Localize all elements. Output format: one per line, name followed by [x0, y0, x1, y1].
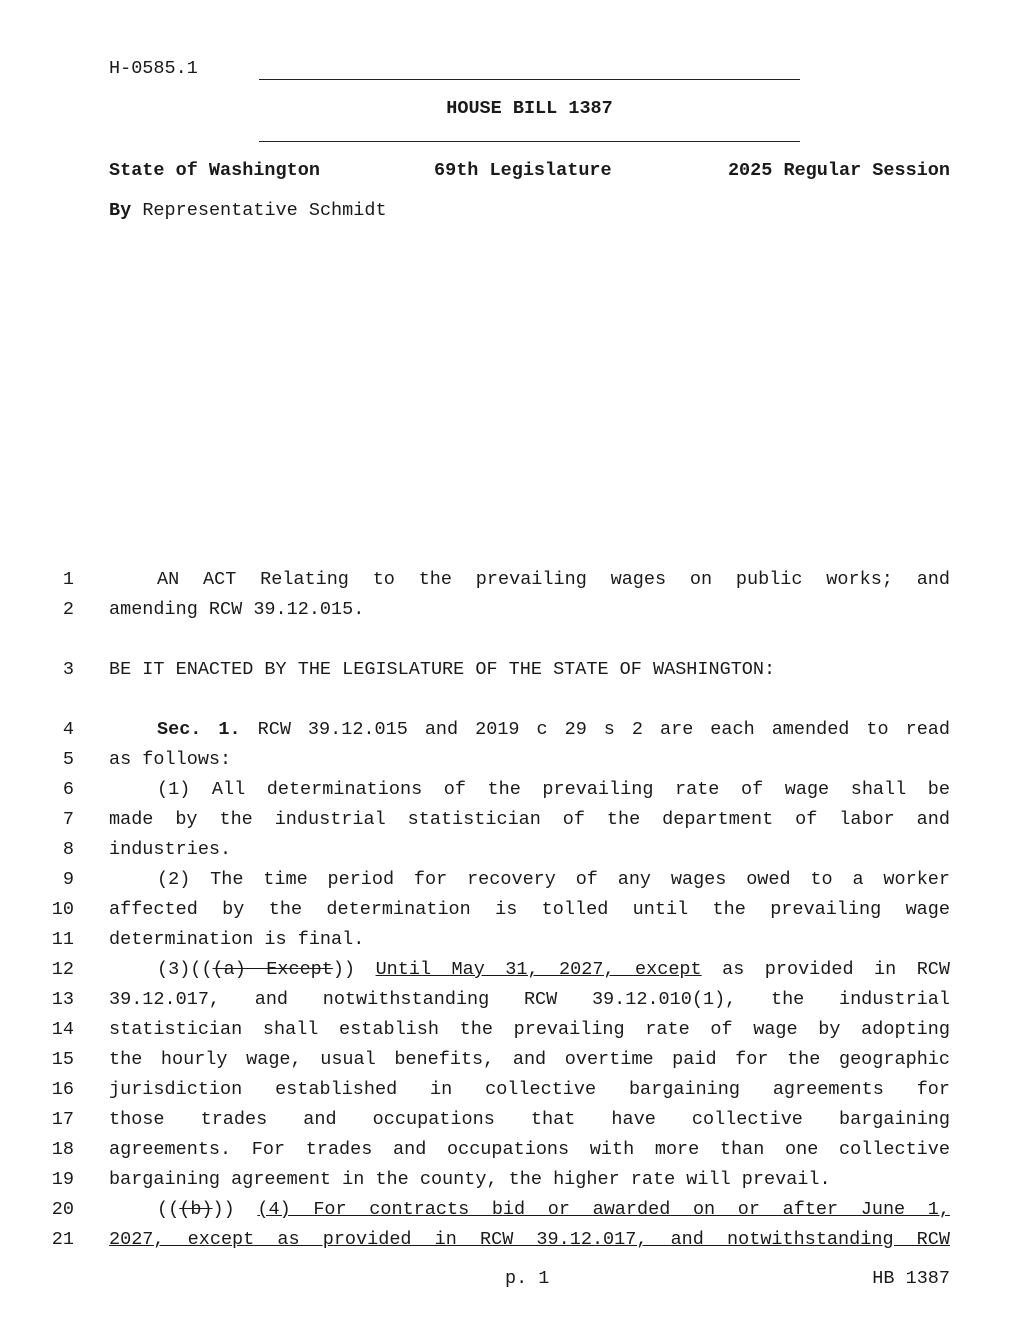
body-line: determination is final.	[109, 929, 365, 950]
line-number: 14	[51, 1019, 74, 1040]
line-number: 9	[62, 869, 74, 890]
line-number: 4	[62, 719, 74, 740]
body-line: made by the industrial statistician of the department of labor and	[109, 809, 950, 830]
body-line: jurisdiction established in collective bargaining agreements for	[109, 1079, 950, 1100]
line-number: 2	[62, 599, 74, 620]
line-number: 8	[62, 839, 74, 860]
title-rule-top	[259, 79, 800, 80]
line-number: 20	[51, 1199, 74, 1220]
line-number: 18	[51, 1139, 74, 1160]
body-line: (1) All determinations of the prevailing rate of wage shall be	[157, 779, 950, 800]
body-text: as provided in RCW	[722, 959, 950, 980]
page-number: p. 1	[505, 1268, 550, 1289]
line-number: 19	[51, 1169, 74, 1190]
line-number: 10	[51, 899, 74, 920]
line-number: 6	[62, 779, 74, 800]
line-number: 11	[51, 929, 74, 950]
line-number: 5	[62, 749, 74, 770]
line-number: 7	[62, 809, 74, 830]
body-line: statistician shall establish the prevailing rate of wage by adopting	[109, 1019, 950, 1040]
sponsor-name: Representative Schmidt	[142, 200, 387, 221]
body-line: 39.12.017, and notwithstanding RCW 39.12.010(1), the industrial	[109, 989, 950, 1010]
body-line: industries.	[109, 839, 232, 860]
by-label: By	[109, 200, 132, 221]
enacting-clause: BE IT ENACTED BY THE LEGISLATURE OF THE STATE OF WASHINGTON:	[109, 659, 776, 680]
line-number: 21	[51, 1229, 74, 1250]
struck-text: (b)	[179, 1199, 213, 1220]
struck-text: (a) Except	[212, 959, 333, 980]
document-id: H-0585.1	[109, 58, 198, 79]
body-line: bargaining agreement in the county, the higher rate will prevail.	[109, 1169, 831, 1190]
line-number: 13	[51, 989, 74, 1010]
amended-line	[109, 959, 950, 981]
bill-title: HOUSE BILL 1387	[446, 98, 613, 119]
body-line: those trades and occupations that have collective bargaining	[109, 1109, 950, 1130]
line-number: 17	[51, 1109, 74, 1130]
paren-close: ))	[212, 1199, 235, 1220]
bill-reference: HB 1387	[872, 1268, 950, 1289]
inserted-line: 2027, except as provided in RCW 39.12.017, and notwithstanding RCW	[109, 1229, 950, 1250]
section-heading-line	[109, 719, 950, 741]
legislature: 69th Legislature	[434, 160, 612, 181]
inserted-text: Until May 31, 2027, except	[375, 959, 702, 980]
body-line: as follows:	[109, 749, 232, 770]
paren-open: (3)((	[157, 959, 213, 980]
section-label: Sec. 1.	[157, 719, 241, 740]
line-number: 15	[51, 1049, 74, 1070]
amended-line	[109, 1199, 950, 1221]
paren-open: ((	[157, 1199, 180, 1220]
paren-close: ))	[332, 959, 356, 980]
line-number: 3	[62, 659, 74, 680]
body-line: AN ACT Relating to the prevailing wages on public works; and	[157, 569, 950, 590]
body-line: the hourly wage, usual benefits, and overtime paid for the geographic	[109, 1049, 950, 1070]
body-line: (2) The time period for recovery of any wages owed to a worker	[157, 869, 950, 890]
body-line: amending RCW 39.12.015.	[109, 599, 365, 620]
line-number: 1	[62, 569, 74, 590]
body-line: agreements. For trades and occupations with more than one collective	[109, 1139, 950, 1160]
line-number: 12	[51, 959, 74, 980]
title-rule-bottom	[259, 141, 800, 142]
inserted-text: (4) For contracts bid or awarded on or after June 1,	[257, 1199, 950, 1220]
state-name: State of Washington	[109, 160, 320, 181]
body-line: affected by the determination is tolled until the prevailing wage	[109, 899, 950, 920]
session: 2025 Regular Session	[727, 160, 950, 181]
section-text: RCW 39.12.015 and 2019 c 29 s 2 are each amended to read	[257, 719, 950, 740]
line-number: 16	[51, 1079, 74, 1100]
sponsor-line	[109, 200, 387, 222]
